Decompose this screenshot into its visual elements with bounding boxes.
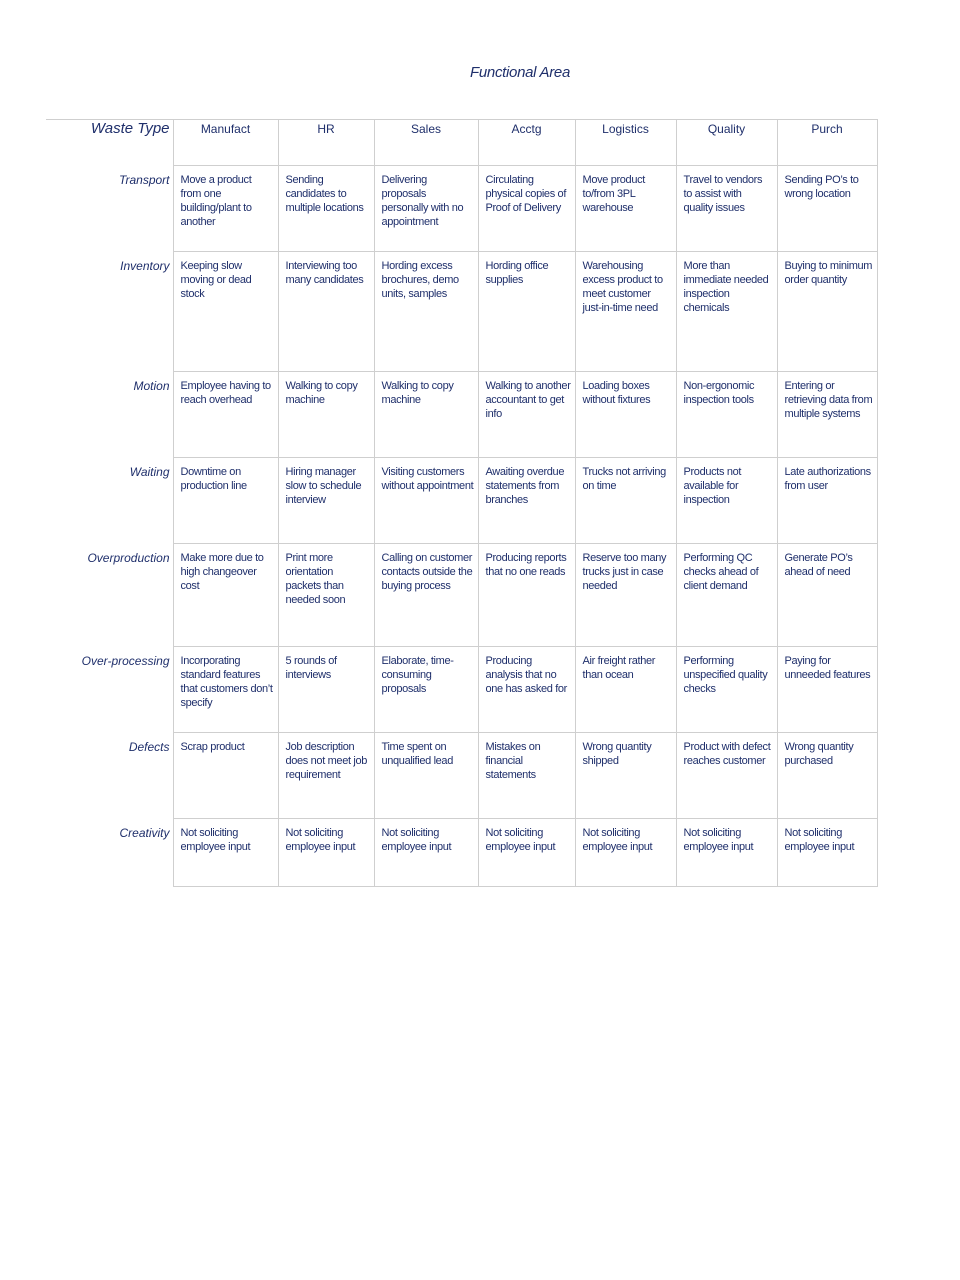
row-label: Motion — [133, 378, 170, 393]
table-row — [46, 733, 877, 819]
table-cell: Loading boxes without fixtures — [575, 372, 676, 458]
table-cell: Performing unspecified quality checks — [676, 647, 777, 733]
row-label: Inventory — [120, 258, 170, 273]
table-row — [46, 544, 877, 647]
column-header: Manufact — [173, 120, 278, 166]
page-title: Functional Area — [470, 64, 571, 81]
table-cell: More than immediate needed inspection chemicals — [676, 252, 777, 372]
row-label: Creativity — [119, 825, 170, 840]
table-cell: Sending candidates to multiple locations — [278, 166, 374, 252]
row-label: Overproduction — [87, 550, 170, 565]
table-cell: Calling on customer contacts outside the buying process — [374, 544, 478, 647]
table-cell: Hording office supplies — [478, 252, 575, 372]
table-cell: Scrap product — [173, 733, 278, 819]
table-cell: Travel to vendors to assist with quality issues — [676, 166, 777, 252]
row-label: Waiting — [129, 464, 170, 479]
table-row — [46, 166, 877, 252]
table-cell: Awaiting overdue statements from branches — [478, 458, 575, 544]
column-header: Acctg — [478, 120, 575, 166]
table-cell: Interviewing too many candidates — [278, 252, 374, 372]
table-cell: Performing QC checks ahead of client demand — [676, 544, 777, 647]
row-label: Over-processing — [81, 653, 170, 668]
table-cell: Wrong quantity purchased — [777, 733, 877, 819]
table-cell: Circulating physical copies of Proof of Delivery — [478, 166, 575, 252]
table-row — [46, 819, 877, 887]
table-cell: Walking to copy machine — [278, 372, 374, 458]
table-cell: 5 rounds of interviews — [278, 647, 374, 733]
table-cell: Elaborate, time-consuming proposals — [374, 647, 478, 733]
table-cell: Not soliciting employee input — [777, 819, 877, 887]
table-row — [46, 647, 877, 733]
table-cell: Move product to/from 3PL warehouse — [575, 166, 676, 252]
table-cell: Products not available for inspection — [676, 458, 777, 544]
table-cell: Not soliciting employee input — [575, 819, 676, 887]
table-row — [46, 372, 877, 458]
table-cell: Employee having to reach overhead — [173, 372, 278, 458]
table-cell: Air freight rather than ocean — [575, 647, 676, 733]
table-cell: Trucks not arriving on time — [575, 458, 676, 544]
table-cell: Not soliciting employee input — [173, 819, 278, 887]
table-cell: Make more due to high changeover cost — [173, 544, 278, 647]
table-cell: Producing analysis that no one has asked for — [478, 647, 575, 733]
table-cell: Move a product from one building/plant to another — [173, 166, 278, 252]
table-row — [46, 252, 877, 372]
table-cell: Delivering proposals personally with no appointment — [374, 166, 478, 252]
table-cell: Product with defect reaches customer — [676, 733, 777, 819]
table-cell: Wrong quantity shipped — [575, 733, 676, 819]
table-row — [46, 458, 877, 544]
table-cell: Not soliciting employee input — [676, 819, 777, 887]
table-cell: Buying to minimum order quantity — [777, 252, 877, 372]
table-cell: Time spent on unqualified lead — [374, 733, 478, 819]
table-cell: Generate PO’s ahead of need — [777, 544, 877, 647]
table-cell: Walking to another accountant to get info — [478, 372, 575, 458]
column-header: Logistics — [575, 120, 676, 166]
waste-matrix-table — [46, 119, 878, 887]
table-cell: Downtime on production line — [173, 458, 278, 544]
table-cell: Late authorizations from user — [777, 458, 877, 544]
row-label: Transport — [119, 172, 170, 187]
table-cell: Warehousing excess product to meet customer just-in-time need — [575, 252, 676, 372]
row-header-label: Waste Type — [46, 120, 173, 166]
table-cell: Non-ergonomic inspection tools — [676, 372, 777, 458]
table-cell: Visiting customers without appointment — [374, 458, 478, 544]
table-cell: Sending PO’s to wrong location — [777, 166, 877, 252]
column-header: HR — [278, 120, 374, 166]
table-cell: Walking to copy machine — [374, 372, 478, 458]
table-cell: Hiring manager slow to schedule interview — [278, 458, 374, 544]
table-cell: Print more orientation packets than needed soon — [278, 544, 374, 647]
table-cell: Not soliciting employee input — [478, 819, 575, 887]
table-cell: Keeping slow moving or dead stock — [173, 252, 278, 372]
table-cell: Hording excess brochures, demo units, samples — [374, 252, 478, 372]
table-cell: Paying for unneeded features — [777, 647, 877, 733]
table-cell: Entering or retrieving data from multiple systems — [777, 372, 877, 458]
table-cell: Producing reports that no one reads — [478, 544, 575, 647]
table-cell: Mistakes on financial statements — [478, 733, 575, 819]
row-label: Defects — [128, 739, 170, 754]
table-cell: Job description does not meet job requirement — [278, 733, 374, 819]
table-cell: Reserve too many trucks just in case needed — [575, 544, 676, 647]
column-header: Sales — [374, 120, 478, 166]
table-cell: Not soliciting employee input — [374, 819, 478, 887]
table-header-row — [46, 120, 877, 166]
table-cell: Incorporating standard features that customers don’t specify — [173, 647, 278, 733]
table-cell: Not soliciting employee input — [278, 819, 374, 887]
column-header: Quality — [676, 120, 777, 166]
column-header: Purch — [777, 120, 877, 166]
